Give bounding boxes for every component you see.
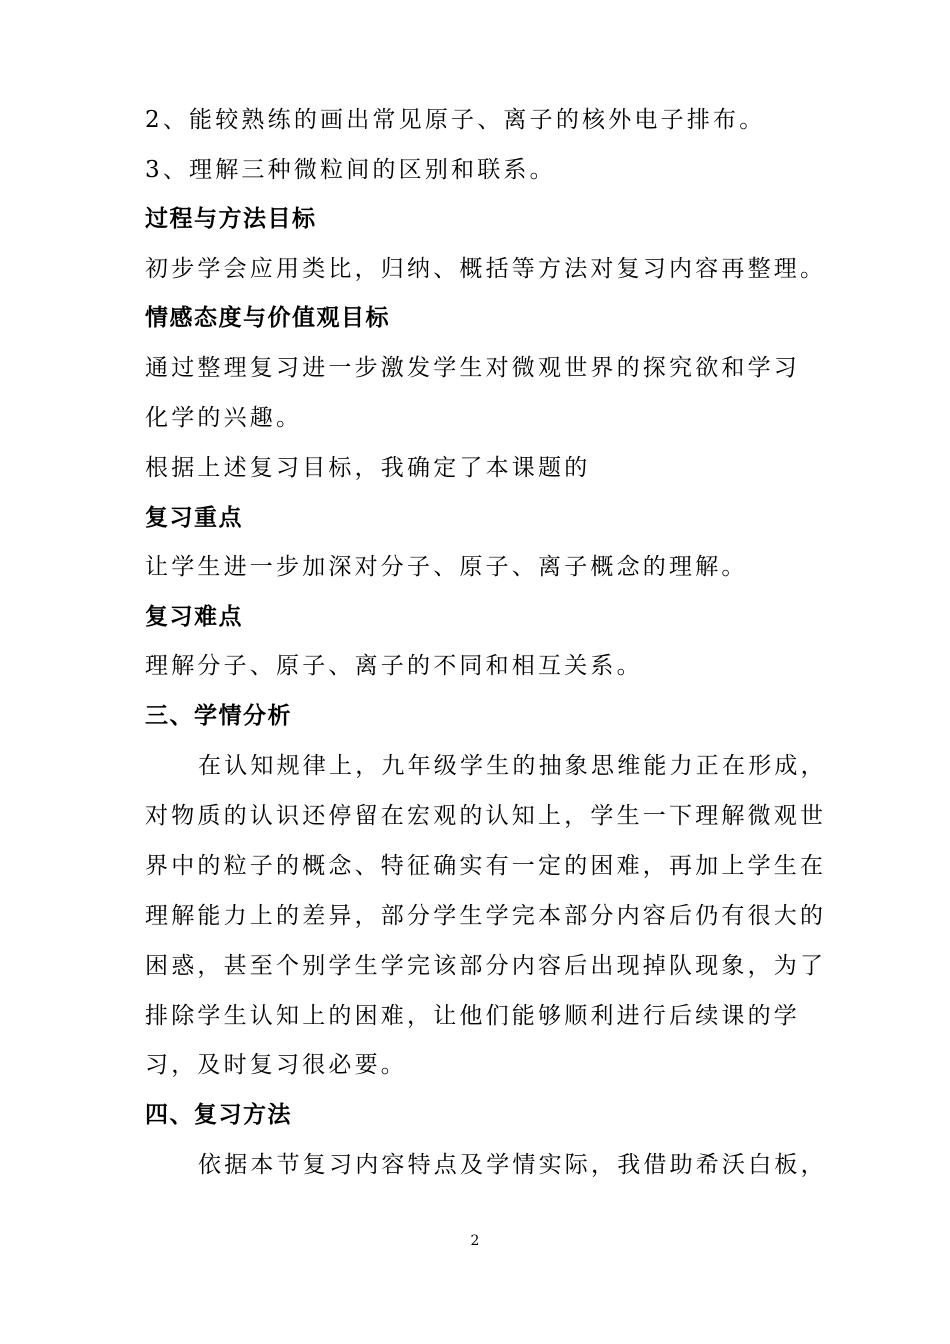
section-heading-review-method: 四、复习方法 <box>145 1102 292 1128</box>
review-method-paragraph-line-1: 依据本节复习内容特点及学情实际，我借助希沃白板， <box>198 1152 827 1178</box>
analysis-paragraph-line-6: 排除学生认知上的困难，让他们能够顺利进行后续课的学 <box>145 1003 800 1029</box>
section-heading-difficulty: 复习难点 <box>145 604 243 630</box>
analysis-paragraph-line-5: 困惑，甚至个别学生学完该部分内容后出现掉队现象，为了 <box>145 953 827 979</box>
emotion-attitude-text-line-1: 通过整理复习进一步激发学生对微观世界的探究欲和学习 <box>145 355 800 381</box>
section-heading-learning-analysis: 三、学情分析 <box>145 703 292 729</box>
process-method-text: 初步学会应用类比，归纳、概括等方法对复习内容再整理。 <box>145 256 827 282</box>
emotion-attitude-text-line-2: 化学的兴趣。 <box>145 405 303 431</box>
page-number: 2 <box>470 1233 480 1249</box>
intro-sentence: 根据上述复习目标，我确定了本课题的 <box>145 455 591 481</box>
analysis-paragraph-line-3: 界中的粒子的概念、特征确实有一定的困难，再加上学生在 <box>145 853 827 879</box>
section-heading-emotion-attitude: 情感态度与价值观目标 <box>145 305 390 331</box>
analysis-paragraph-line-2: 对物质的认识还停留在宏观的认知上，学生一下理解微观世 <box>145 803 827 829</box>
goal-item-2: 2、能较熟练的画出常见原子、离子的核外电子排布。 <box>145 107 766 133</box>
analysis-paragraph-line-7: 习，及时复习很必要。 <box>145 1052 407 1078</box>
analysis-paragraph-line-4: 理解能力上的差异，部分学生学完本部分内容后仍有很大的 <box>145 903 827 929</box>
goal-item-3: 3、理解三种微粒间的区别和联系。 <box>145 157 556 183</box>
difficulty-text: 理解分子、原子、离子的不同和相互关系。 <box>145 653 643 679</box>
section-heading-process-method: 过程与方法目标 <box>145 206 317 232</box>
section-heading-key-point: 复习重点 <box>145 505 243 531</box>
analysis-paragraph-line-1: 在认知规律上，九年级学生的抽象思维能力正在形成， <box>198 753 827 779</box>
key-point-text: 让学生进一步加深对分子、原子、离子概念的理解。 <box>145 554 748 580</box>
